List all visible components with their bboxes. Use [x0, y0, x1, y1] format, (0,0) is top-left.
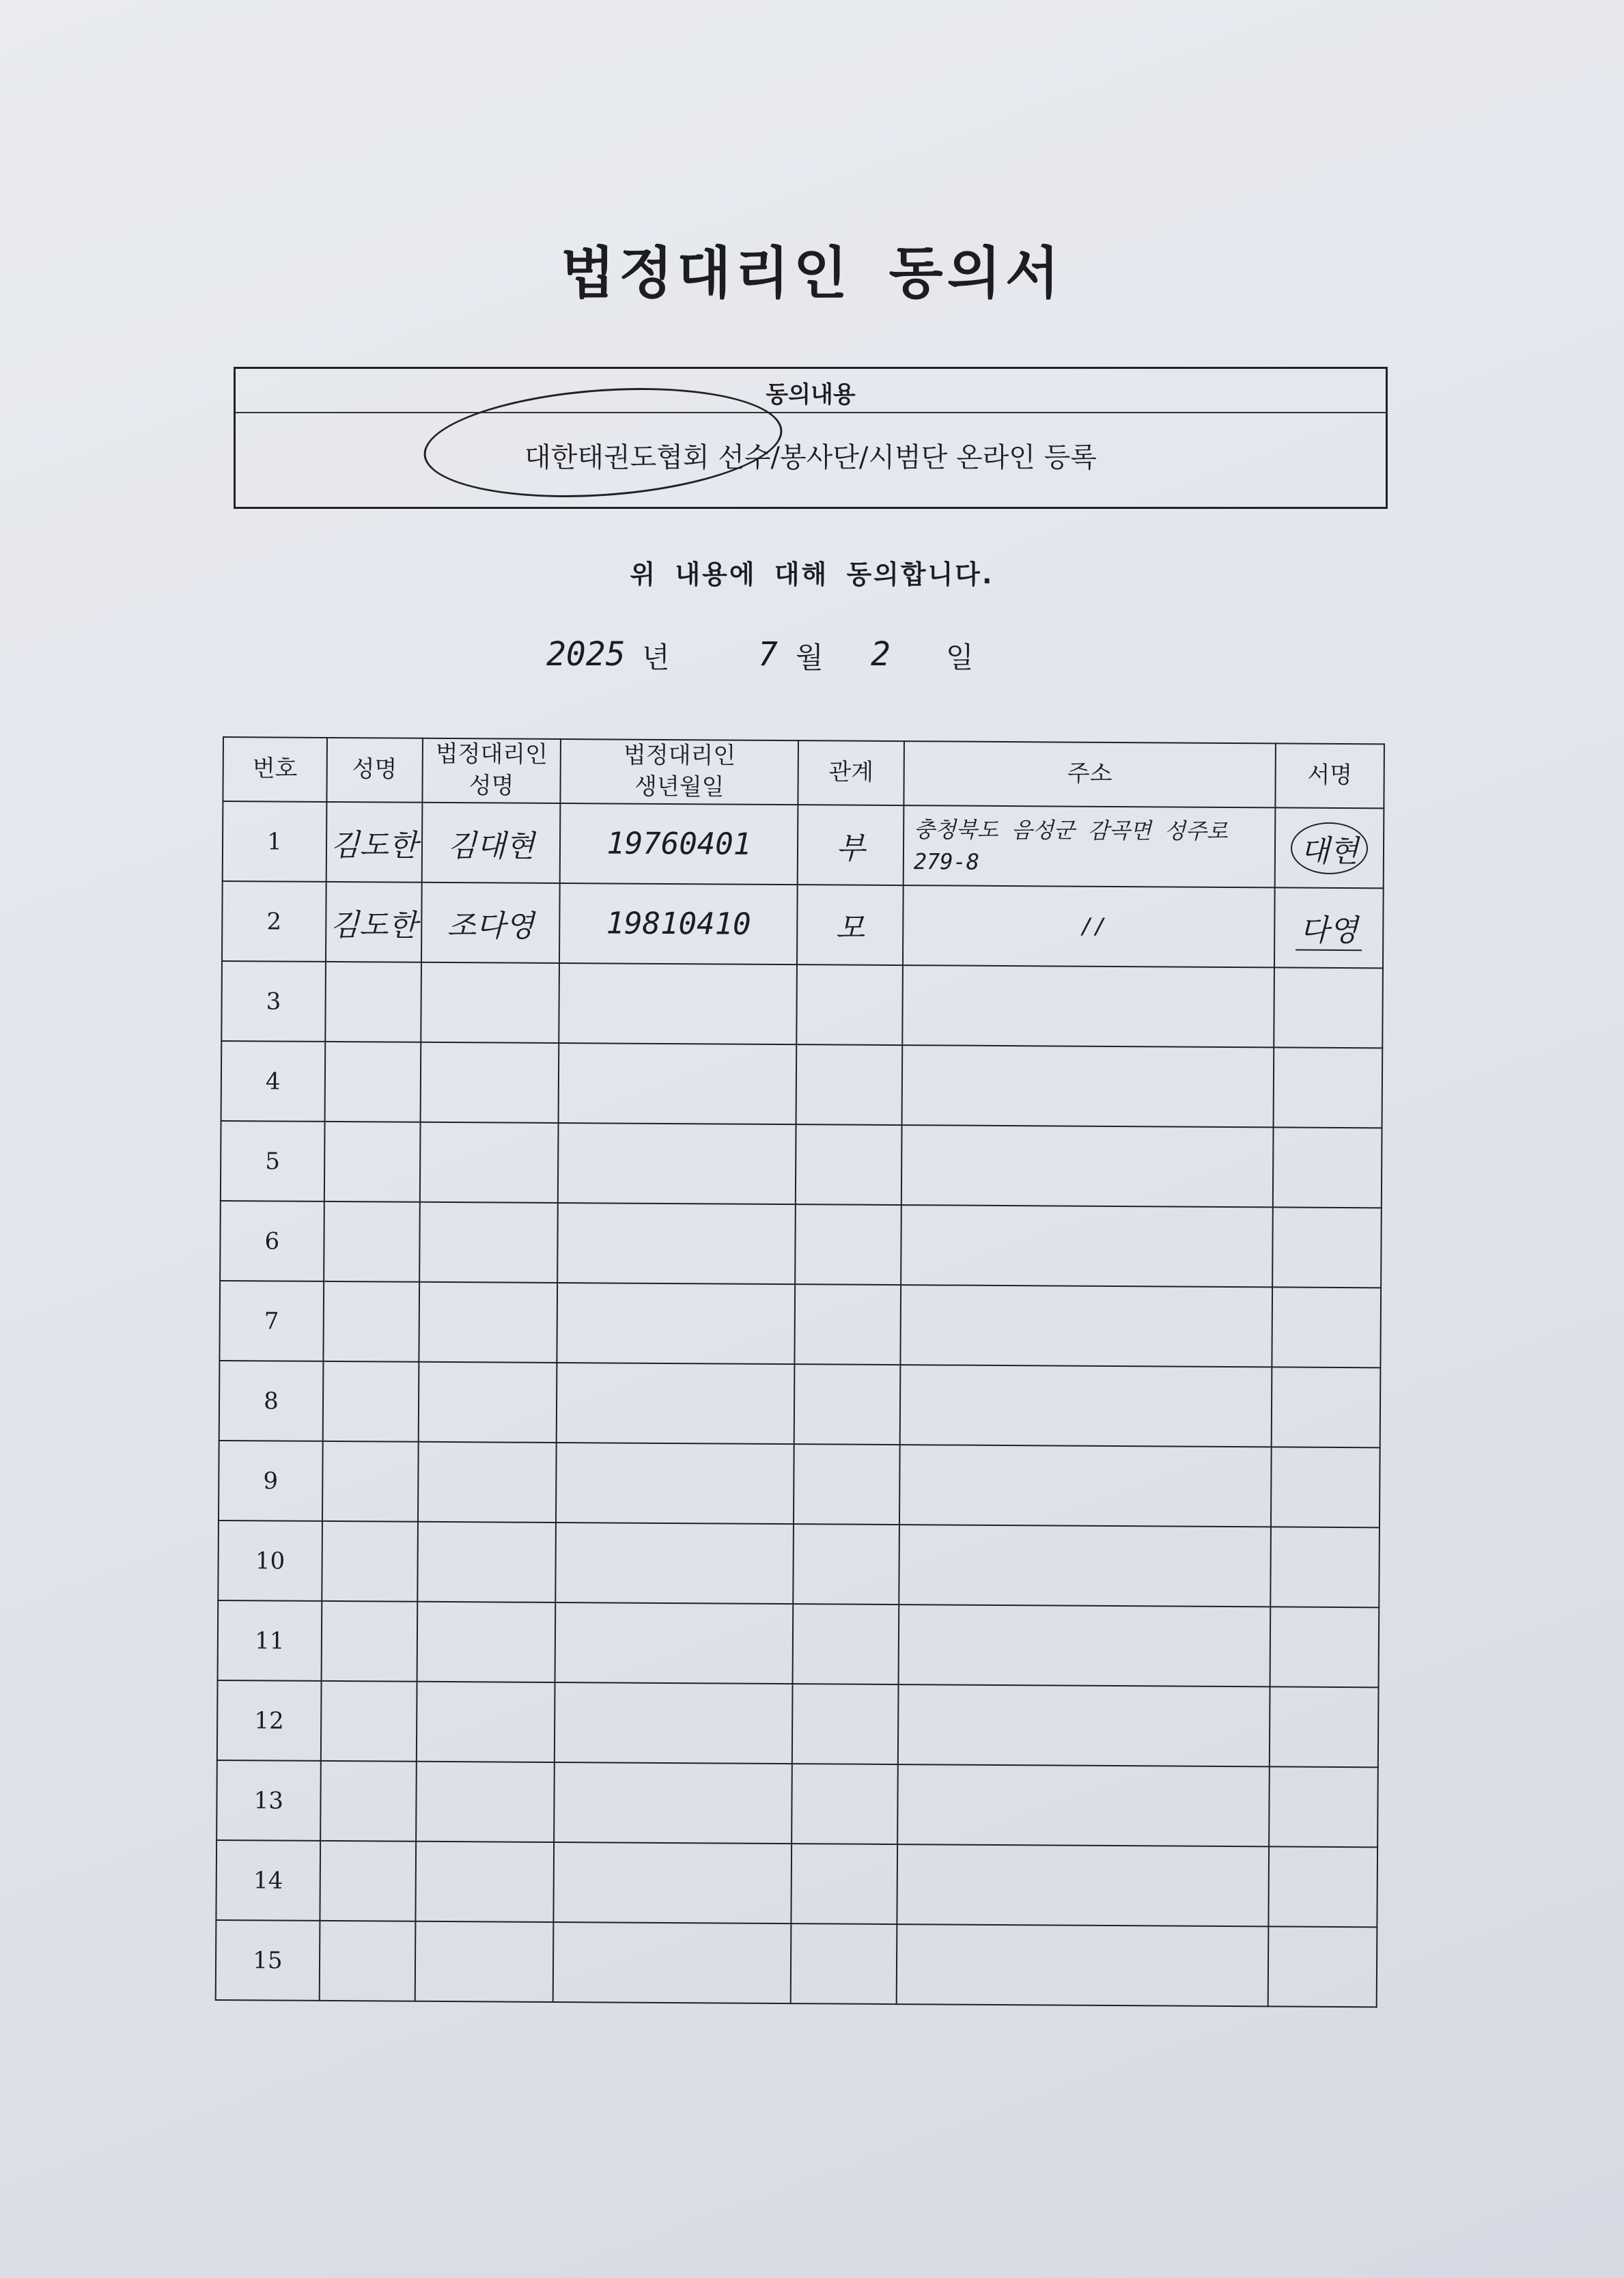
relation-cell [796, 1124, 902, 1205]
guardian-table [215, 736, 1385, 2008]
table-body [216, 801, 1384, 2007]
student-name-cell [325, 962, 421, 1042]
relation-cell [793, 1524, 899, 1605]
row-number-cell: 9 [219, 1441, 323, 1521]
table-row [221, 1041, 1383, 1128]
table-row [221, 961, 1383, 1048]
address-cell [901, 1045, 1274, 1127]
signature-cell [1274, 1047, 1383, 1128]
student-name-cell [320, 1921, 416, 2001]
guardian-birth-cell [555, 1682, 792, 1764]
guardian-name-cell [417, 1602, 555, 1682]
date-year: 2025 [546, 635, 626, 673]
guardian-birth-cell [557, 1203, 795, 1284]
row-number-cell: 2 [222, 881, 326, 962]
signature-cell [1270, 1527, 1380, 1607]
table-row [221, 1121, 1382, 1208]
address-cell [897, 1844, 1269, 1926]
guardian-name-cell [419, 1202, 558, 1283]
row-number-cell: 14 [216, 1840, 320, 1921]
guardian-birth-cell [556, 1443, 794, 1524]
student-name-cell [324, 1042, 421, 1122]
relation-cell [793, 1604, 899, 1684]
signature-cell [1272, 1287, 1381, 1367]
guardian-birth-cell: 19810410 [559, 883, 797, 964]
table-row [216, 1760, 1378, 1847]
row-number-cell: 7 [219, 1281, 324, 1361]
table-row [219, 1441, 1380, 1527]
header-guardian-birth: 법정대리인 생년월일 [561, 739, 798, 805]
address-cell: // [903, 885, 1275, 967]
table-row [216, 1840, 1377, 1927]
signature-cell [1268, 1926, 1377, 2007]
guardian-name-cell [416, 1682, 555, 1762]
signature-cell [1273, 1127, 1382, 1208]
header-relation: 관계 [798, 740, 904, 805]
address-cell [901, 1205, 1273, 1287]
signature-cell [1268, 1846, 1377, 1927]
guardian-name-cell [415, 1921, 553, 2002]
guardian-birth-cell [554, 1762, 792, 1844]
guardian-name-cell: 조다영 [421, 883, 560, 963]
table-row [222, 881, 1384, 968]
guardian-name-cell [417, 1522, 556, 1602]
guardian-name-cell [419, 1282, 557, 1363]
relation-cell [792, 1684, 899, 1764]
student-name-cell [323, 1361, 419, 1442]
guardian-birth-cell [555, 1602, 793, 1684]
student-name-cell [324, 1201, 420, 1282]
address-cell [902, 965, 1274, 1047]
header-number: 번호 [223, 737, 326, 802]
relation-cell [792, 1764, 898, 1844]
guardian-name-cell: 김대현 [421, 803, 560, 883]
page-title: 법정대리인 동의서 [560, 240, 1064, 306]
date-day-unit: 일 [946, 641, 974, 674]
header-signature: 서명 [1276, 743, 1384, 808]
relation-cell [794, 1364, 901, 1445]
row-number-cell: 3 [221, 961, 326, 1042]
relation-cell [792, 1844, 898, 1924]
student-name-cell [324, 1122, 421, 1202]
guardian-birth-cell [559, 1043, 796, 1124]
student-name-cell [323, 1281, 419, 1362]
handwritten-signature: 대현 [1291, 822, 1368, 874]
consent-box [234, 367, 1388, 509]
student-name-cell: 김도한 [326, 802, 423, 883]
handwritten-signature: 다영 [1296, 905, 1362, 951]
guardian-birth-cell [558, 1123, 796, 1204]
date-line [0, 635, 1624, 683]
relation-cell [795, 1204, 901, 1285]
address-cell [899, 1525, 1271, 1607]
signature-cell [1269, 1766, 1378, 1847]
student-name-cell [322, 1521, 418, 1602]
address-cell [897, 1764, 1270, 1846]
address-cell: 충청북도 음성군 감곡면 성주로 279-8 [904, 805, 1276, 887]
row-number-cell: 5 [221, 1121, 325, 1201]
guardian-birth-cell: 19760401 [560, 803, 798, 885]
signature-cell [1274, 967, 1383, 1048]
guardian-birth-cell [559, 963, 797, 1044]
table-row [217, 1680, 1379, 1767]
header-address: 주소 [904, 741, 1276, 807]
guardian-name-cell [418, 1362, 557, 1443]
guardian-name-cell [419, 1122, 558, 1203]
relation-cell: 부 [798, 805, 904, 885]
address-cell [897, 1924, 1269, 2006]
guardian-name-cell [416, 1762, 555, 1842]
relation-cell [796, 964, 903, 1045]
guardian-birth-cell [556, 1523, 794, 1604]
table-row [219, 1361, 1381, 1447]
guardian-birth-cell [554, 1842, 792, 1923]
student-name-cell [322, 1441, 419, 1522]
student-name-cell [320, 1841, 416, 1921]
guardian-birth-cell [557, 1363, 794, 1444]
header-guardian-name: 법정대리인 성명 [422, 738, 561, 803]
date-month-unit: 월 [796, 641, 824, 674]
guardian-name-cell [415, 1842, 554, 1922]
guardian-birth-cell [557, 1283, 795, 1364]
relation-cell [795, 1284, 901, 1365]
header-name: 성명 [326, 738, 422, 803]
date-day: 2 [871, 635, 891, 673]
table-row [216, 1920, 1377, 2007]
address-cell [901, 1125, 1274, 1207]
student-name-cell [321, 1601, 417, 1682]
guardian-name-cell [420, 1042, 559, 1123]
consent-text: 대한태권도협회 선수/봉사단/시범단 온라인 등록 [524, 442, 1097, 473]
address-cell [899, 1445, 1272, 1527]
signature-cell [1271, 1447, 1380, 1527]
row-number-cell: 6 [220, 1201, 324, 1281]
signature-cell [1272, 1367, 1381, 1447]
address-cell [900, 1285, 1272, 1367]
relation-cell [796, 1044, 903, 1125]
relation-cell [794, 1444, 900, 1525]
table-row [218, 1600, 1380, 1687]
agree-statement: 위 내용에 대해 동의합니다. [630, 559, 994, 589]
relation-cell: 모 [797, 885, 904, 965]
table-row [223, 801, 1384, 888]
row-number-cell: 11 [218, 1600, 322, 1681]
signature-cell [1272, 1207, 1382, 1288]
table-row [219, 1281, 1381, 1367]
student-name-cell [321, 1681, 417, 1762]
date-month: 7 [758, 635, 778, 673]
guardian-name-cell [421, 962, 559, 1043]
address-cell [900, 1365, 1272, 1447]
signature-cell [1275, 807, 1384, 888]
table-row [218, 1520, 1380, 1607]
address-cell [898, 1605, 1270, 1686]
row-number-cell: 13 [216, 1760, 321, 1841]
table-row [220, 1201, 1382, 1288]
signature-cell [1270, 1607, 1380, 1687]
row-number-cell: 4 [221, 1041, 326, 1122]
table-header-row [223, 737, 1384, 808]
row-number-cell: 1 [223, 801, 327, 882]
student-name-cell [320, 1761, 417, 1842]
row-number-cell: 10 [218, 1520, 322, 1601]
relation-cell [791, 1923, 897, 2004]
row-number-cell: 8 [219, 1361, 324, 1441]
signature-cell [1274, 887, 1384, 968]
student-name-cell: 김도한 [326, 882, 422, 962]
address-cell [898, 1684, 1270, 1766]
signature-cell [1270, 1686, 1379, 1767]
consent-header: 동의내용 [236, 378, 1386, 413]
row-number-cell: 12 [217, 1680, 322, 1761]
row-number-cell: 15 [216, 1920, 320, 2001]
guardian-birth-cell [553, 1922, 791, 2003]
date-year-unit: 년 [642, 641, 670, 674]
guardian-name-cell [418, 1442, 557, 1523]
